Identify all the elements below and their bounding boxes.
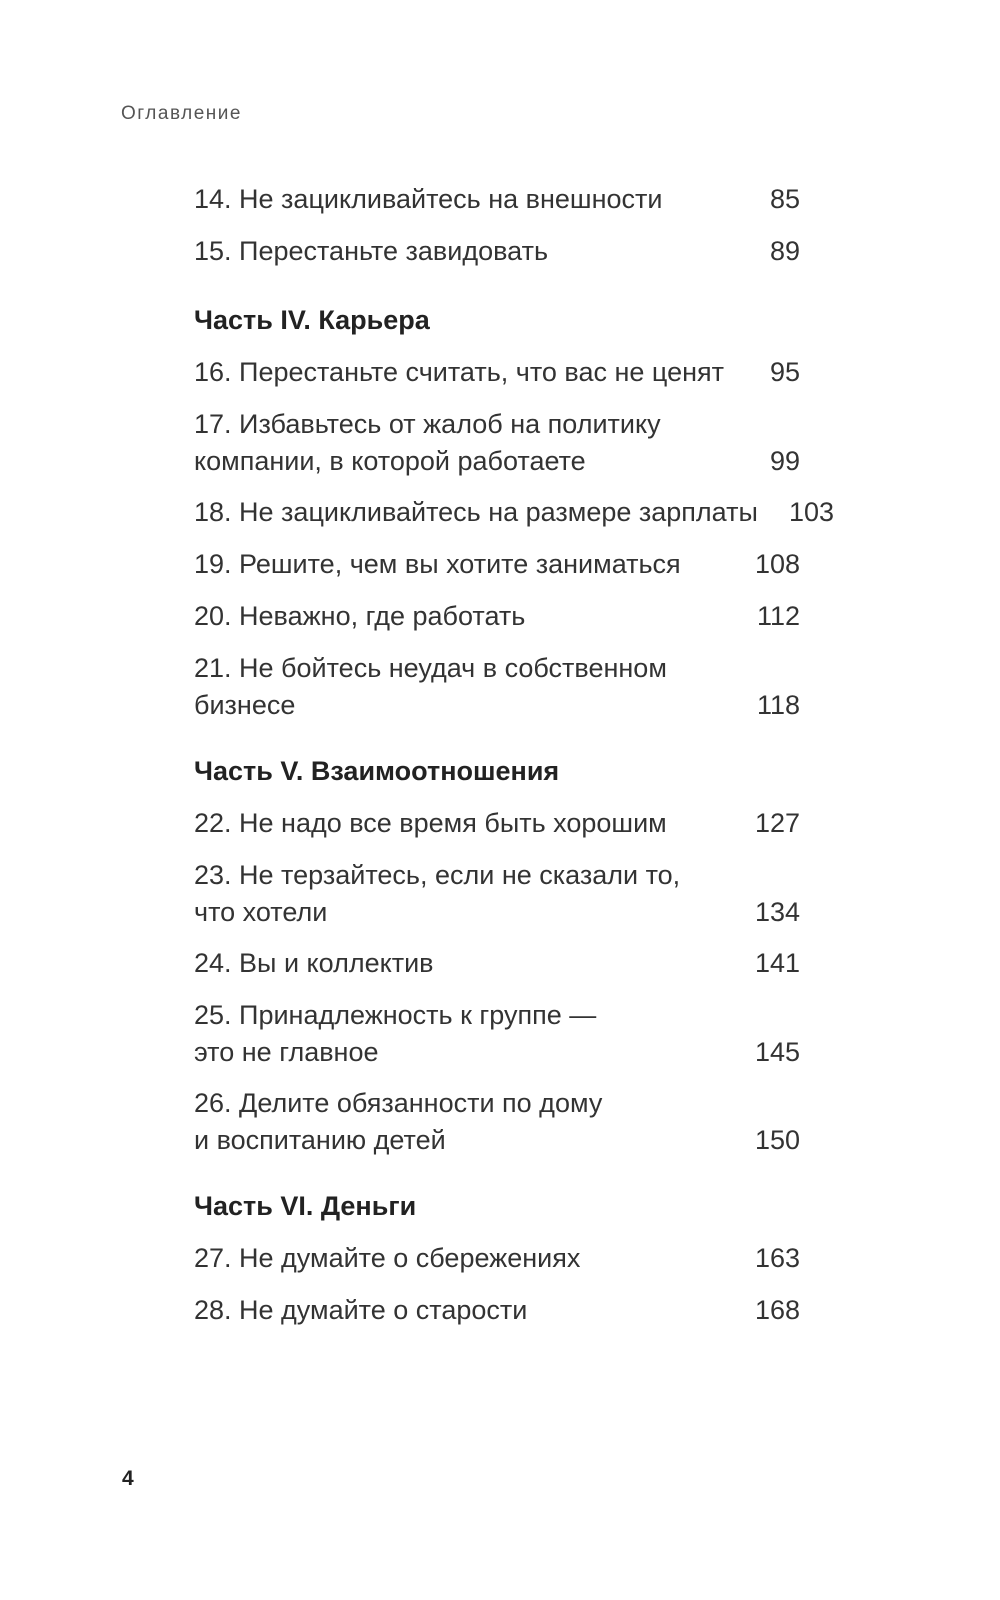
toc-entry-title: 27. Не думайте о сбережениях	[194, 1243, 581, 1273]
toc-entry-17[interactable]	[194, 406, 834, 480]
toc-entry-page: 112	[756, 601, 800, 631]
running-head: Оглавление	[121, 103, 242, 124]
toc-entry-21[interactable]	[194, 650, 834, 724]
toc-entry-page: 150	[754, 1125, 800, 1155]
toc-entry-14[interactable]	[194, 181, 834, 218]
toc-entry-page: 145	[754, 1037, 800, 1067]
toc-entry-26[interactable]	[194, 1085, 834, 1159]
toc-entry-title-line2: и воспитанию детей	[194, 1125, 446, 1155]
toc-entry-page: 89	[769, 236, 800, 266]
toc-entry-page: 118	[756, 690, 800, 720]
toc-entry-title-line2: что хотели	[194, 897, 328, 927]
toc-entry-title: 19. Решите, чем вы хотите заниматься	[194, 549, 681, 579]
toc-entry-page: 141	[754, 948, 800, 978]
toc-entry-16[interactable]	[194, 354, 834, 391]
toc-entry-title: 14. Не зацикливайтесь на внешности	[194, 184, 663, 214]
toc-entry-page: 99	[769, 446, 800, 476]
toc-entry-20[interactable]	[194, 598, 834, 635]
toc-entry-24[interactable]	[194, 945, 834, 982]
toc-entry-title: 18. Не зацикливайтесь на размере зарплаты	[194, 497, 758, 527]
part-heading-iv: Часть IV. Карьера	[194, 305, 430, 335]
toc-entry-25[interactable]	[194, 997, 834, 1071]
toc-entry-title-line2: компании, в которой работаете	[194, 446, 586, 476]
toc-entry-title-line1: 26. Делите обязанности по дому	[194, 1088, 603, 1118]
part-heading-vi: Часть VI. Деньги	[194, 1191, 417, 1221]
toc-entry-title-line1: 17. Избавьтесь от жалоб на политику	[194, 409, 661, 439]
toc-entry-23[interactable]	[194, 857, 834, 931]
toc-entry-page: 127	[754, 808, 800, 838]
toc-entry-19[interactable]	[194, 546, 834, 583]
toc-entry-page: 103	[788, 497, 834, 527]
toc-entry-15[interactable]	[194, 233, 834, 270]
toc-entry-title: 15. Перестаньте завидовать	[194, 236, 549, 266]
toc-entry-page: 108	[754, 549, 800, 579]
toc-entry-title: 28. Не думайте о старости	[194, 1295, 528, 1325]
toc-entry-title: 22. Не надо все время быть хорошим	[194, 808, 667, 838]
toc-entry-title: 20. Неважно, где работать	[194, 601, 526, 631]
toc-entry-27[interactable]	[194, 1240, 834, 1277]
toc-entry-22[interactable]	[194, 805, 834, 842]
toc-entry-title-line1: 25. Принадлежность к группе —	[194, 1000, 597, 1030]
toc-entry-28[interactable]	[194, 1292, 834, 1329]
toc-entry-page: 163	[754, 1243, 800, 1273]
toc-entry-title-line2: это не главное	[194, 1037, 379, 1067]
toc-entry-18[interactable]	[194, 494, 834, 531]
toc-entry-title-line2: бизнесе	[194, 690, 296, 720]
toc-entry-title: 16. Перестаньте считать, что вас не ценят	[194, 357, 724, 387]
toc-entry-title: 24. Вы и коллектив	[194, 948, 434, 978]
toc-entry-page: 168	[754, 1295, 800, 1325]
toc-entry-title-line1: 21. Не бойтесь неудач в собственном	[194, 653, 667, 683]
part-heading-v: Часть V. Взаимоотношения	[194, 756, 560, 786]
toc-entry-title-line1: 23. Не терзайтесь, если не сказали то,	[194, 860, 681, 890]
toc-entry-page: 95	[769, 357, 800, 387]
page-number: 4	[122, 1467, 134, 1490]
toc-entry-page: 85	[769, 184, 800, 214]
toc-entry-page: 134	[754, 897, 800, 927]
